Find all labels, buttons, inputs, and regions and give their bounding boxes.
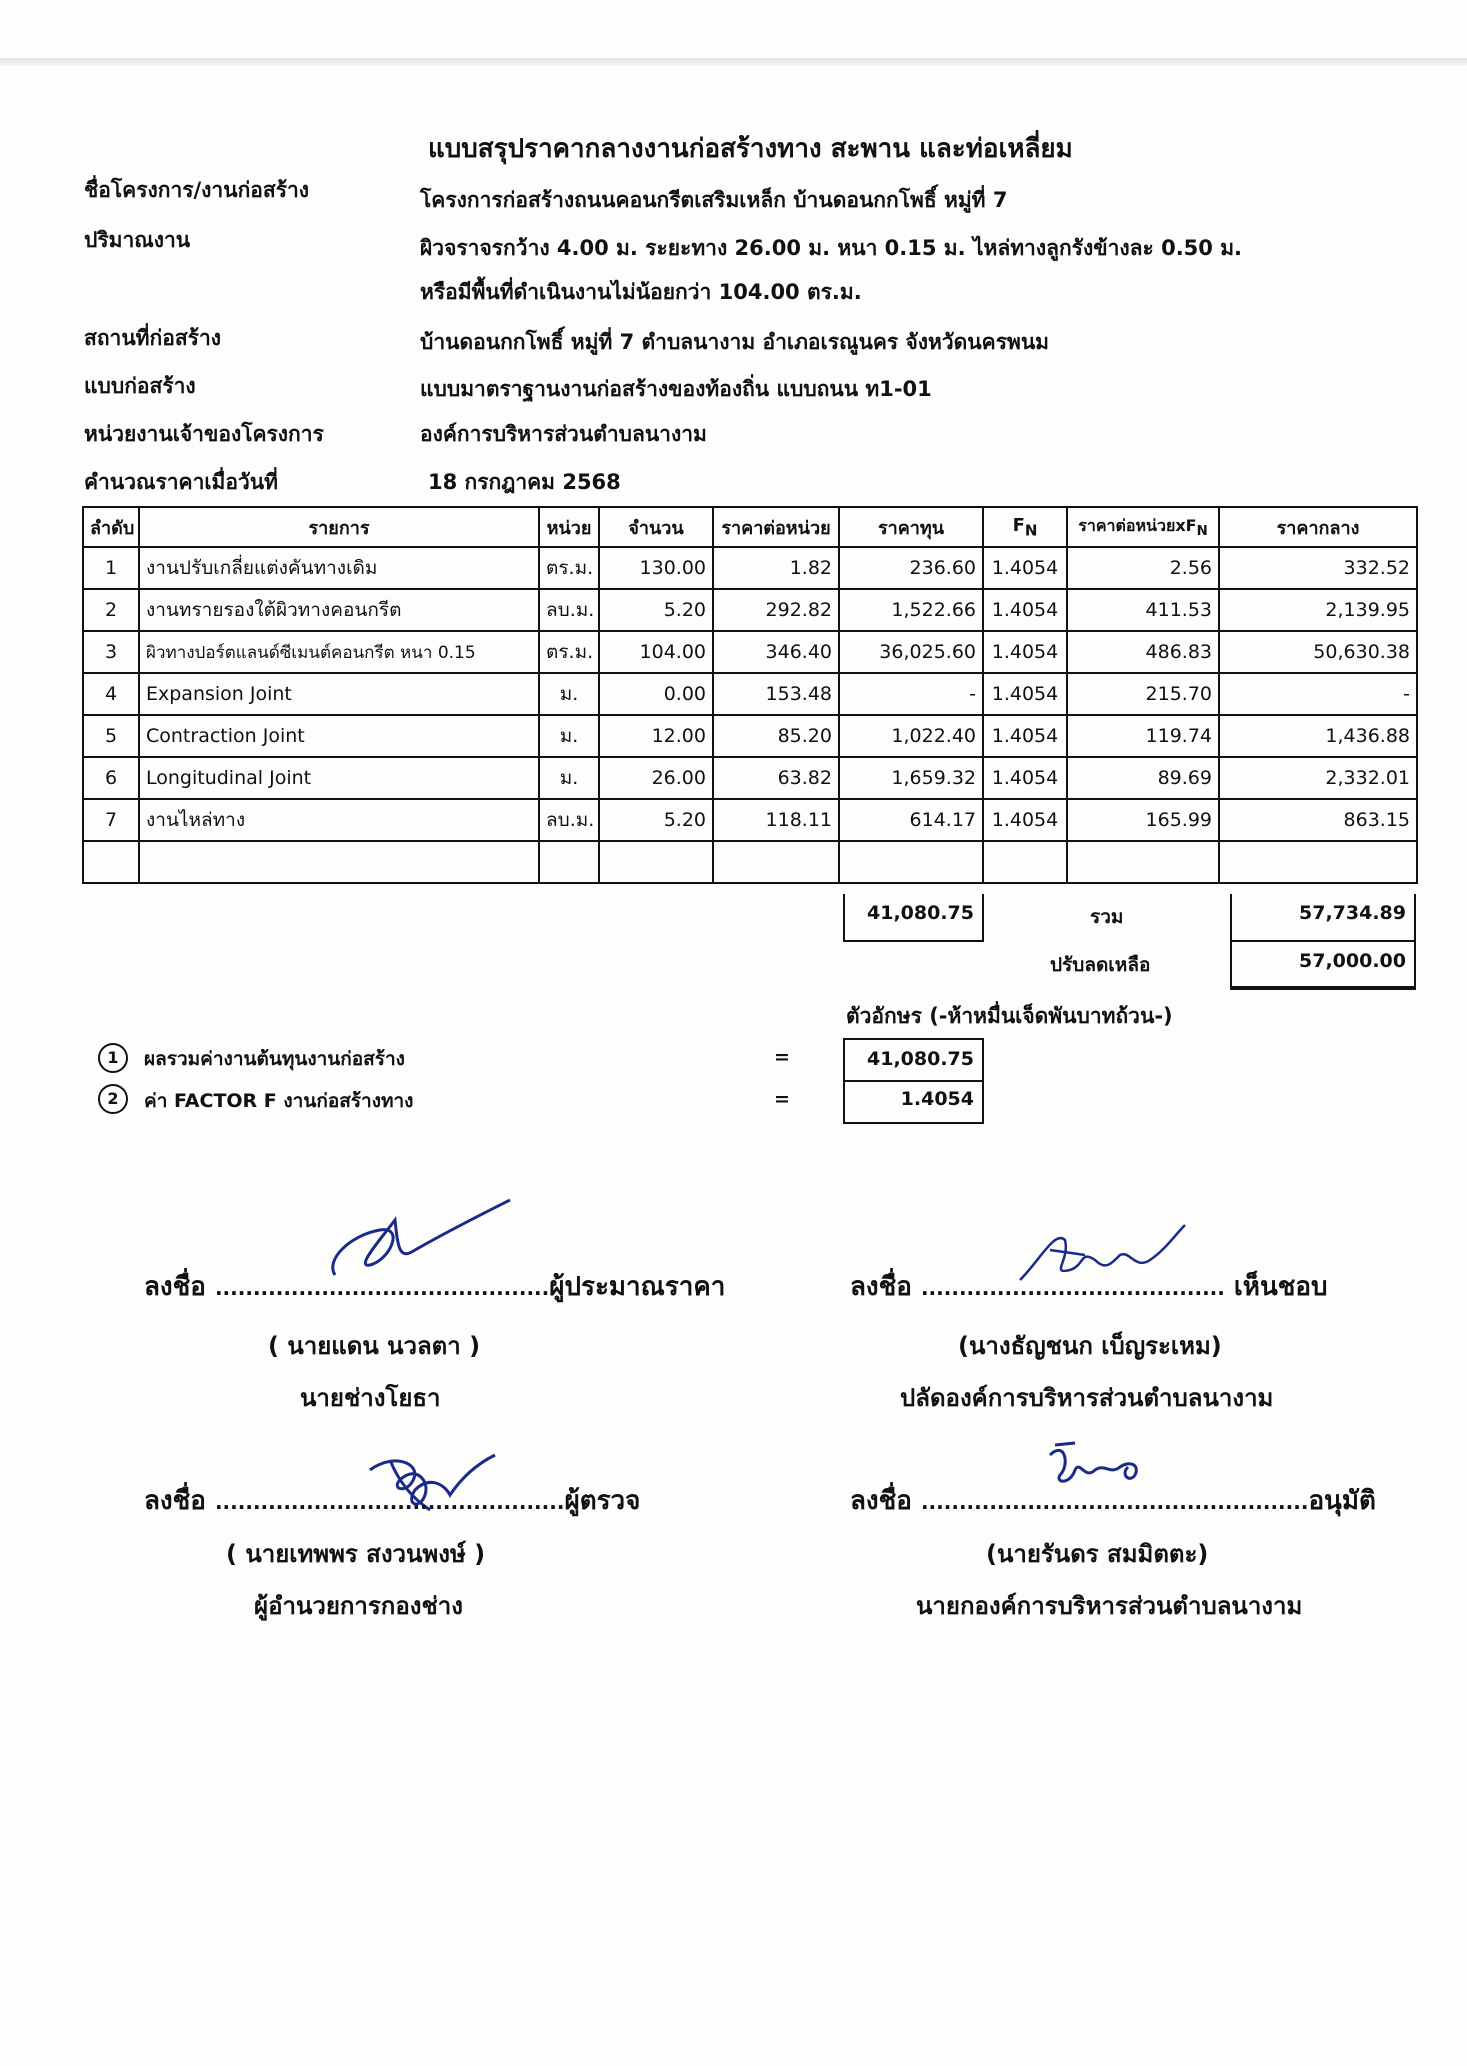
col-header-fn bbox=[983, 507, 1067, 547]
table-cell: 89.69 bbox=[1067, 757, 1219, 799]
sign-role: เห็นชอบ bbox=[1233, 1272, 1328, 1302]
checker-sign-line bbox=[144, 1480, 640, 1521]
table-cell: 1 bbox=[83, 547, 139, 589]
unit-fn-label: ราคาต่อหน่วยxF bbox=[1078, 516, 1197, 536]
table-cell: 1.4054 bbox=[983, 547, 1067, 589]
table-cell: 2 bbox=[83, 589, 139, 631]
table-cell: ลบ.ม. bbox=[539, 589, 599, 631]
total-label: รวม bbox=[1090, 906, 1124, 928]
table-cell: ตร.ม. bbox=[539, 547, 599, 589]
field-label-date: คำนวณราคาเมื่อวันที่ bbox=[84, 470, 279, 494]
col-header: หน่วย bbox=[539, 507, 599, 547]
table-cell: 2,139.95 bbox=[1219, 589, 1417, 631]
table-cell: ลบ.ม. bbox=[539, 799, 599, 841]
table-cell: 36,025.60 bbox=[839, 631, 983, 673]
table-cell: 5.20 bbox=[599, 799, 713, 841]
table-cell: - bbox=[1219, 673, 1417, 715]
agree-sign-line bbox=[850, 1266, 1328, 1307]
field-label-location: สถานที่ก่อสร้าง bbox=[84, 326, 221, 350]
field-value-quantity: ผิวจราจรกว้าง 4.00 ม. ระยะทาง 26.00 ม. หนา 0.15 ม. ไหล่ทางลูกรังข้างละ 0.50 ม. bbox=[420, 236, 1243, 260]
table-row bbox=[83, 631, 1417, 673]
col-header: จำนวน bbox=[599, 507, 713, 547]
col-header-unit-fn bbox=[1067, 507, 1219, 547]
approve-name: (นายรันดร สมมิตตะ) bbox=[986, 1540, 1209, 1568]
summary-label: ผลรวมค่างานต้นทุนงานก่อสร้าง bbox=[144, 1048, 405, 1070]
field-value-project: โครงการก่อสร้างถนนคอนกรีตเสริมเหล็ก บ้านดอนกกโพธิ์ หมู่ที่ 7 bbox=[420, 188, 1008, 212]
table-cell: Expansion Joint bbox=[139, 673, 539, 715]
table-cell: ผิวทางปอร์ตแลนด์ซีเมนต์คอนกรีต หนา 0.15 bbox=[139, 631, 539, 673]
checker-name: ( นายเทพพร สงวนพงษ์ ) bbox=[226, 1540, 486, 1568]
table-cell: 236.60 bbox=[839, 547, 983, 589]
table-cell: 4 bbox=[83, 673, 139, 715]
summary-label: ค่า FACTOR F งานก่อสร้างทาง bbox=[144, 1090, 414, 1112]
summary-value: 41,080.75 bbox=[843, 1038, 984, 1082]
table-cell: 2,332.01 bbox=[1219, 757, 1417, 799]
col-header: รายการ bbox=[139, 507, 539, 547]
field-value-design: แบบมาตราฐานงานก่อสร้างของท้องถิ่น แบบถนน ท1-01 bbox=[420, 377, 932, 401]
table-cell: 6 bbox=[83, 757, 139, 799]
table-cell: 486.83 bbox=[1067, 631, 1219, 673]
table-cell: 1.4054 bbox=[983, 589, 1067, 631]
adjusted-price-box: 57,000.00 bbox=[1230, 940, 1416, 990]
table-cell: 1,522.66 bbox=[839, 589, 983, 631]
table-row bbox=[83, 799, 1417, 841]
sign-dots: ........................................ bbox=[920, 1276, 1225, 1300]
total-cost-box: 41,080.75 bbox=[843, 894, 984, 942]
table-cell: 1,659.32 bbox=[839, 757, 983, 799]
fn-sub: N bbox=[1024, 521, 1038, 540]
approve-position: นายกองค์การบริหารส่วนตำบลนางาม bbox=[916, 1592, 1303, 1620]
table-cell: 3 bbox=[83, 631, 139, 673]
table-cell: 165.99 bbox=[1067, 799, 1219, 841]
table-cell: ม. bbox=[539, 757, 599, 799]
table-row bbox=[83, 757, 1417, 799]
field-value-location: บ้านดอนกกโพธิ์ หมู่ที่ 7 ตำบลนางาม อำเภอเรณูนคร จังหวัดนครพนม bbox=[420, 330, 1050, 354]
summary-number: 1 bbox=[98, 1043, 128, 1073]
table-cell: 1,436.88 bbox=[1219, 715, 1417, 757]
field-label-owner: หน่วยงานเจ้าของโครงการ bbox=[84, 422, 324, 446]
table-cell: 863.15 bbox=[1219, 799, 1417, 841]
table-row-empty bbox=[83, 841, 1417, 883]
sign-role: ผู้ตรวจ bbox=[564, 1486, 641, 1516]
sign-dots: .............................................. bbox=[214, 1490, 565, 1514]
table-row bbox=[83, 673, 1417, 715]
table-cell: 1,022.40 bbox=[839, 715, 983, 757]
unit-fn-sub: N bbox=[1196, 524, 1208, 540]
estimator-sign-line bbox=[144, 1266, 725, 1307]
table-cell: 0.00 bbox=[599, 673, 713, 715]
approve-sign-line bbox=[850, 1480, 1376, 1521]
field-value-owner: องค์การบริหารส่วนตำบลนางาม bbox=[420, 422, 707, 446]
sign-prefix: ลงชื่อ bbox=[144, 1272, 206, 1302]
table-cell: 130.00 bbox=[599, 547, 713, 589]
table-cell: Contraction Joint bbox=[139, 715, 539, 757]
table-cell: - bbox=[839, 673, 983, 715]
checker-position: ผู้อำนวยการกองช่าง bbox=[254, 1592, 463, 1620]
sign-prefix: ลงชื่อ bbox=[850, 1486, 912, 1516]
table-cell: 411.53 bbox=[1067, 589, 1219, 631]
table-cell: 153.48 bbox=[713, 673, 839, 715]
table-cell: 5.20 bbox=[599, 589, 713, 631]
field-value-area: หรือมีพื้นที่ดำเนินงานไม่น้อยกว่า 104.00 ตร.ม. bbox=[420, 280, 862, 304]
table-cell: 7 bbox=[83, 799, 139, 841]
table-cell: 118.11 bbox=[713, 799, 839, 841]
sign-role: อนุมัติ bbox=[1308, 1486, 1376, 1516]
field-label-project: ชื่อโครงการ/งานก่อสร้าง bbox=[84, 178, 310, 202]
table-cell: 1.4054 bbox=[983, 673, 1067, 715]
table-cell: Longitudinal Joint bbox=[139, 757, 539, 799]
col-header: ลำดับ bbox=[83, 507, 139, 547]
table-row bbox=[83, 715, 1417, 757]
sign-dots: ............................................ bbox=[214, 1276, 550, 1300]
summary-number: 2 bbox=[98, 1084, 128, 1114]
field-label-design: แบบก่อสร้าง bbox=[84, 374, 196, 398]
table-cell: 1.4054 bbox=[983, 799, 1067, 841]
fn-label: F bbox=[1012, 514, 1025, 536]
table-cell: 1.4054 bbox=[983, 757, 1067, 799]
amount-in-words: ตัวอักษร (-ห้าหมื่นเจ็ดพันบาทถ้วน-) bbox=[846, 1004, 1173, 1028]
sign-prefix: ลงชื่อ bbox=[850, 1272, 912, 1302]
summary-eq: = bbox=[774, 1088, 790, 1110]
table-cell: 63.82 bbox=[713, 757, 839, 799]
sign-dots: ................................................... bbox=[920, 1490, 1309, 1514]
sign-role: ผู้ประมาณราคา bbox=[549, 1272, 726, 1302]
sign-prefix: ลงชื่อ bbox=[144, 1486, 206, 1516]
estimator-position: นายช่างโยธา bbox=[300, 1384, 441, 1412]
total-price-box: 57,734.89 bbox=[1230, 894, 1416, 942]
col-header: ราคาต่อหน่วย bbox=[713, 507, 839, 547]
field-label-quantity: ปริมาณงาน bbox=[84, 228, 191, 252]
table-cell: 2.56 bbox=[1067, 547, 1219, 589]
table-row bbox=[83, 547, 1417, 589]
summary-eq: = bbox=[774, 1046, 790, 1068]
table-cell: 85.20 bbox=[713, 715, 839, 757]
table-cell: 215.70 bbox=[1067, 673, 1219, 715]
table-cell: ตร.ม. bbox=[539, 631, 599, 673]
table-cell: งานปรับเกลี่ยแต่งคันทางเดิม bbox=[139, 547, 539, 589]
agree-name: (นางธัญชนก เบ็ญระเหม) bbox=[958, 1332, 1222, 1360]
table-cell: งานไหล่ทาง bbox=[139, 799, 539, 841]
adjusted-label: ปรับลดเหลือ bbox=[1050, 954, 1151, 976]
table-cell: ม. bbox=[539, 673, 599, 715]
table-cell: งานทรายรองใต้ผิวทางคอนกรีต bbox=[139, 589, 539, 631]
field-value-date: 18 กรกฎาคม 2568 bbox=[428, 470, 621, 494]
table-cell: 12.00 bbox=[599, 715, 713, 757]
summary-value: 1.4054 bbox=[843, 1080, 984, 1124]
page-title: แบบสรุปราคากลางงานก่อสร้างทาง สะพาน และท่อเหลี่ยม bbox=[428, 134, 1073, 164]
table-cell: 26.00 bbox=[599, 757, 713, 799]
table-cell: 292.82 bbox=[713, 589, 839, 631]
estimator-name: ( นายแดน นวลตา ) bbox=[268, 1332, 481, 1360]
col-header: ราคากลาง bbox=[1219, 507, 1417, 547]
table-cell: 119.74 bbox=[1067, 715, 1219, 757]
table-cell: 1.4054 bbox=[983, 631, 1067, 673]
table-cell: 332.52 bbox=[1219, 547, 1417, 589]
col-header: ราคาทุน bbox=[839, 507, 983, 547]
table-cell: 346.40 bbox=[713, 631, 839, 673]
table-header-row bbox=[83, 507, 1417, 547]
agree-position: ปลัดองค์การบริหารส่วนตำบลนางาม bbox=[900, 1384, 1274, 1412]
table-row bbox=[83, 589, 1417, 631]
price-table bbox=[82, 506, 1418, 884]
table-cell: ม. bbox=[539, 715, 599, 757]
table-cell: 104.00 bbox=[599, 631, 713, 673]
table-cell: 50,630.38 bbox=[1219, 631, 1417, 673]
table-cell: 5 bbox=[83, 715, 139, 757]
table-cell: 614.17 bbox=[839, 799, 983, 841]
table-cell: 1.4054 bbox=[983, 715, 1067, 757]
table-cell: 1.82 bbox=[713, 547, 839, 589]
scan-edge bbox=[0, 58, 1467, 66]
